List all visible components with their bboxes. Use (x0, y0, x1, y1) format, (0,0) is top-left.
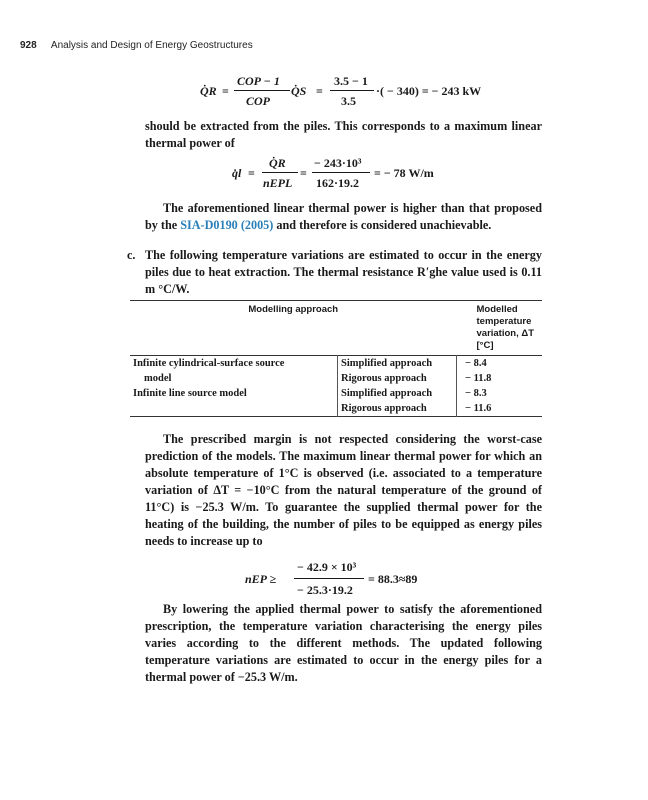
eq1-denominator: COP (246, 94, 270, 108)
paragraph-3: The following temperature variations are estimated to occur in the energy piles due to heat extraction. The thermal resistance R′ghe value used is 0.11 m °C/W. (145, 248, 542, 296)
page-number: 928 (20, 40, 37, 51)
paragraph-5: By lowering the applied thermal power to satisfy the aforementioned prescription, the temperature variation characterising the energy piles varies according to the different methods. The updated following temperature variations are estimated to occur in the energy piles for a thermal power of −25.3 W/m. (145, 602, 542, 684)
table-header-approach: Modelling approach (248, 304, 339, 315)
eq2-result: = − 78 W/m (374, 166, 434, 180)
table-header-variation: Modelled temperature variation, ΔT [°C] (476, 304, 535, 351)
table-row: Rigorous approach − 11.6 (130, 401, 542, 417)
eq1-numerator: COP − 1 (237, 74, 280, 88)
eq1-lhs: Q̇R (200, 84, 217, 98)
table-row: Infinite cylindrical-surface source Simplified approach − 8.4 (130, 356, 542, 372)
paragraph-1: should be extracted from the piles. This corresponds to a maximum linear thermal power of (145, 119, 542, 150)
eq3-result: = 88.3≈89 (368, 572, 418, 586)
table-row: model Rigorous approach − 11.8 (130, 371, 542, 386)
table-row: Infinite line source model Simplified approach − 8.3 (130, 386, 542, 401)
paragraph-2: The aforementioned linear thermal power is higher than that proposed by the SIA-D0190 (2005) and therefore is considered unachievable. (145, 201, 542, 232)
running-header (20, 40, 253, 51)
citation-link-sia-d0190[interactable]: SIA-D0190 (2005) (180, 218, 274, 232)
eq1-result: ·( − 340) = − 243 kW (376, 84, 482, 98)
temperature-variation-table (130, 300, 542, 417)
running-title: Analysis and Design of Energy Geostructures (50, 40, 253, 51)
paragraph-4: The prescribed margin is not respected considering the worst-case prediction of the models. The maximum linear thermal power for which an absolute temperature of 1°C is observed (i.e. associated to a temperature variation of ΔT = −10°C from the natural temperature of the ground of 11°C) is −25.3 W/m. To guarantee the supplied thermal power for the heating of the building, the number of piles to be equipped as energy piles needs to increase up to (145, 432, 542, 548)
list-label-c: c. (127, 248, 136, 262)
